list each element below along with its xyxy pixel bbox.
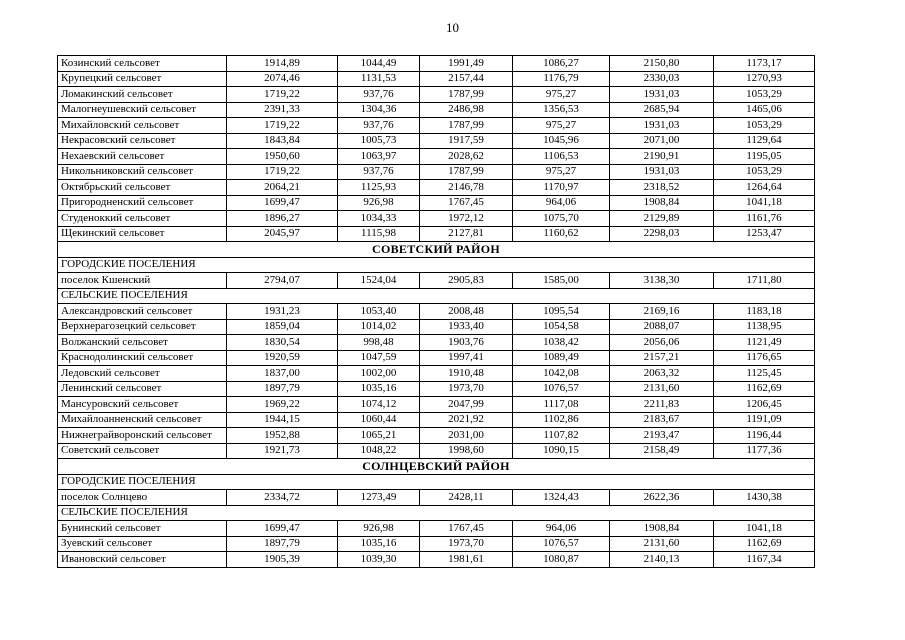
table-row [58, 428, 815, 444]
value-cell: 1253,47 [714, 226, 815, 242]
value-cell: 1014,02 [338, 319, 420, 335]
value-cell: 1044,49 [338, 56, 420, 72]
value-cell: 998,48 [338, 335, 420, 351]
settlement-name: Некрасовский сельсовет [58, 133, 227, 149]
table-row [58, 366, 815, 382]
value-cell: 1162,69 [714, 536, 815, 552]
value-cell: 2391,33 [227, 102, 338, 118]
settlement-name: Михайлоанненский сельсовет [58, 412, 227, 428]
value-cell: 1053,29 [714, 164, 815, 180]
value-cell: 1843,84 [227, 133, 338, 149]
settlement-name: Октябрьский сельсовет [58, 180, 227, 196]
settlement-name: Никольниковский сельсовет [58, 164, 227, 180]
table-body [58, 56, 815, 568]
settlement-name: Студеноккий сельсовет [58, 211, 227, 227]
value-cell: 1304,36 [338, 102, 420, 118]
value-cell: 975,27 [513, 164, 610, 180]
settlement-name: Щекинский сельсовет [58, 226, 227, 242]
district-title: СОЛНЦЕВСКИЙ РАЙОН [58, 459, 815, 475]
table-row [58, 180, 815, 196]
value-cell: 2063,32 [610, 366, 714, 382]
value-cell: 1125,93 [338, 180, 420, 196]
value-cell: 1039,30 [338, 552, 420, 568]
value-cell: 1767,45 [420, 521, 513, 537]
table-row [58, 412, 815, 428]
value-cell: 1920,59 [227, 350, 338, 366]
value-cell: 937,76 [338, 118, 420, 134]
settlement-name: Нижнеграйворонский сельсовет [58, 428, 227, 444]
value-cell: 2140,13 [610, 552, 714, 568]
table-row [58, 304, 815, 320]
value-cell: 1787,99 [420, 118, 513, 134]
table-row [58, 335, 815, 351]
value-cell: 1129,64 [714, 133, 815, 149]
value-cell: 2330,03 [610, 71, 714, 87]
value-cell: 1176,65 [714, 350, 815, 366]
table-row [58, 552, 815, 568]
value-cell: 1191,09 [714, 412, 815, 428]
value-cell: 1206,45 [714, 397, 815, 413]
settlement-name: поселок Кшенский [58, 273, 227, 289]
value-cell: 2211,83 [610, 397, 714, 413]
district-header-row [58, 242, 815, 258]
value-cell: 1430,38 [714, 490, 815, 506]
value-cell: 1047,59 [338, 350, 420, 366]
value-cell: 1042,08 [513, 366, 610, 382]
value-cell: 1973,70 [420, 536, 513, 552]
value-cell: 1719,22 [227, 87, 338, 103]
section-header-row [58, 288, 815, 304]
district-title: СОВЕТСКИЙ РАЙОН [58, 242, 815, 258]
value-cell: 1002,00 [338, 366, 420, 382]
settlement-name: Михайловский сельсовет [58, 118, 227, 134]
settlement-name: Советский сельсовет [58, 443, 227, 459]
page-number: 10 [446, 20, 459, 35]
value-cell: 1991,49 [420, 56, 513, 72]
value-cell: 2131,60 [610, 536, 714, 552]
value-cell: 2008,48 [420, 304, 513, 320]
value-cell: 1859,04 [227, 319, 338, 335]
value-cell: 1060,44 [338, 412, 420, 428]
value-cell: 2622,36 [610, 490, 714, 506]
value-cell: 1917,59 [420, 133, 513, 149]
value-cell: 1972,12 [420, 211, 513, 227]
value-cell: 1074,12 [338, 397, 420, 413]
value-cell: 1183,18 [714, 304, 815, 320]
value-cell: 1041,18 [714, 521, 815, 537]
table-row [58, 195, 815, 211]
value-cell: 964,06 [513, 195, 610, 211]
value-cell: 1905,39 [227, 552, 338, 568]
section-header-row [58, 474, 815, 490]
section-header-row [58, 505, 815, 521]
value-cell: 2127,81 [420, 226, 513, 242]
value-cell: 2150,80 [610, 56, 714, 72]
value-cell: 2334,72 [227, 490, 338, 506]
value-cell: 1950,60 [227, 149, 338, 165]
table-row [58, 102, 815, 118]
section-title: СЕЛЬСКИЕ ПОСЕЛЕНИЯ [58, 505, 815, 521]
value-cell: 1080,87 [513, 552, 610, 568]
value-cell: 2045,97 [227, 226, 338, 242]
value-cell: 1973,70 [420, 381, 513, 397]
value-cell: 1034,33 [338, 211, 420, 227]
settlement-name: Бунинский сельсовет [58, 521, 227, 537]
value-cell: 1125,45 [714, 366, 815, 382]
value-cell: 1053,40 [338, 304, 420, 320]
value-cell: 1908,84 [610, 521, 714, 537]
settlement-name: Крупецкий сельсовет [58, 71, 227, 87]
value-cell: 1121,49 [714, 335, 815, 351]
value-cell: 2169,16 [610, 304, 714, 320]
value-cell: 2088,07 [610, 319, 714, 335]
value-cell: 2028,62 [420, 149, 513, 165]
table-row [58, 71, 815, 87]
table-row [58, 149, 815, 165]
value-cell: 1699,47 [227, 521, 338, 537]
settlement-name: Александровский сельсовет [58, 304, 227, 320]
section-title: СЕЛЬСКИЕ ПОСЕЛЕНИЯ [58, 288, 815, 304]
value-cell: 1176,79 [513, 71, 610, 87]
section-title: ГОРОДСКИЕ ПОСЕЛЕНИЯ [58, 257, 815, 273]
table-row [58, 521, 815, 537]
value-cell: 1837,00 [227, 366, 338, 382]
table-row [58, 226, 815, 242]
value-cell: 1076,57 [513, 381, 610, 397]
value-cell: 2071,00 [610, 133, 714, 149]
value-cell: 975,27 [513, 118, 610, 134]
value-cell: 1173,17 [714, 56, 815, 72]
value-cell: 1089,49 [513, 350, 610, 366]
value-cell: 1830,54 [227, 335, 338, 351]
value-cell: 1910,48 [420, 366, 513, 382]
value-cell: 2905,83 [420, 273, 513, 289]
settlement-name: Краснодолинский сельсовет [58, 350, 227, 366]
value-cell: 2183,67 [610, 412, 714, 428]
settlement-name: Верхнерагозецкий сельсовет [58, 319, 227, 335]
value-cell: 2047,99 [420, 397, 513, 413]
value-cell: 1264,64 [714, 180, 815, 196]
value-cell: 1981,61 [420, 552, 513, 568]
table-row [58, 164, 815, 180]
value-cell: 1767,45 [420, 195, 513, 211]
value-cell: 1931,03 [610, 87, 714, 103]
table-row [58, 536, 815, 552]
value-cell: 1045,96 [513, 133, 610, 149]
value-cell: 2428,11 [420, 490, 513, 506]
value-cell: 2298,03 [610, 226, 714, 242]
value-cell: 1035,16 [338, 536, 420, 552]
value-cell: 1086,27 [513, 56, 610, 72]
value-cell: 2190,91 [610, 149, 714, 165]
value-cell: 1270,93 [714, 71, 815, 87]
value-cell: 2146,78 [420, 180, 513, 196]
value-cell: 1896,27 [227, 211, 338, 227]
value-cell: 1719,22 [227, 164, 338, 180]
value-cell: 2131,60 [610, 381, 714, 397]
value-cell: 1048,22 [338, 443, 420, 459]
value-cell: 1035,16 [338, 381, 420, 397]
table-row [58, 211, 815, 227]
settlement-name: Ломакинский сельсовет [58, 87, 227, 103]
value-cell: 1897,79 [227, 536, 338, 552]
tariff-table [57, 55, 815, 568]
value-cell: 1719,22 [227, 118, 338, 134]
value-cell: 1195,05 [714, 149, 815, 165]
value-cell: 1090,15 [513, 443, 610, 459]
value-cell: 1075,70 [513, 211, 610, 227]
value-cell: 1787,99 [420, 87, 513, 103]
value-cell: 1038,42 [513, 335, 610, 351]
value-cell: 937,76 [338, 87, 420, 103]
value-cell: 1115,98 [338, 226, 420, 242]
settlement-name: Козинский сельсовет [58, 56, 227, 72]
value-cell: 1170,97 [513, 180, 610, 196]
settlement-name: Малогнеушевский сельсовет [58, 102, 227, 118]
value-cell: 1076,57 [513, 536, 610, 552]
settlement-name: Ледовский сельсовет [58, 366, 227, 382]
settlement-name: Нехаевский сельсовет [58, 149, 227, 165]
value-cell: 1161,76 [714, 211, 815, 227]
value-cell: 3138,30 [610, 273, 714, 289]
value-cell: 2486,98 [420, 102, 513, 118]
value-cell: 1933,40 [420, 319, 513, 335]
table-row [58, 350, 815, 366]
section-header-row [58, 257, 815, 273]
value-cell: 1053,29 [714, 87, 815, 103]
value-cell: 2129,89 [610, 211, 714, 227]
settlement-name: Пригородненский сельсовет [58, 195, 227, 211]
value-cell: 1041,18 [714, 195, 815, 211]
value-cell: 2794,07 [227, 273, 338, 289]
value-cell: 1465,06 [714, 102, 815, 118]
value-cell: 1952,88 [227, 428, 338, 444]
value-cell: 2074,46 [227, 71, 338, 87]
table-row [58, 56, 815, 72]
table-row [58, 118, 815, 134]
value-cell: 1005,73 [338, 133, 420, 149]
settlement-name: Волжанский сельсовет [58, 335, 227, 351]
table-row [58, 133, 815, 149]
value-cell: 1914,89 [227, 56, 338, 72]
value-cell: 1699,47 [227, 195, 338, 211]
value-cell: 2158,49 [610, 443, 714, 459]
value-cell: 926,98 [338, 195, 420, 211]
value-cell: 2318,52 [610, 180, 714, 196]
table-row [58, 319, 815, 335]
value-cell: 2064,21 [227, 180, 338, 196]
value-cell: 2056,06 [610, 335, 714, 351]
settlement-name: Ивановский сельсовет [58, 552, 227, 568]
value-cell: 1997,41 [420, 350, 513, 366]
value-cell: 1524,04 [338, 273, 420, 289]
value-cell: 2157,44 [420, 71, 513, 87]
value-cell: 1117,08 [513, 397, 610, 413]
value-cell: 2193,47 [610, 428, 714, 444]
value-cell: 1908,84 [610, 195, 714, 211]
value-cell: 1585,00 [513, 273, 610, 289]
value-cell: 1921,73 [227, 443, 338, 459]
table-row [58, 443, 815, 459]
value-cell: 1787,99 [420, 164, 513, 180]
value-cell: 1054,58 [513, 319, 610, 335]
value-cell: 1063,97 [338, 149, 420, 165]
value-cell: 1356,53 [513, 102, 610, 118]
value-cell: 1903,76 [420, 335, 513, 351]
table-row [58, 273, 815, 289]
value-cell: 1107,82 [513, 428, 610, 444]
value-cell: 1931,03 [610, 164, 714, 180]
value-cell: 2021,92 [420, 412, 513, 428]
value-cell: 1931,23 [227, 304, 338, 320]
value-cell: 926,98 [338, 521, 420, 537]
value-cell: 1196,44 [714, 428, 815, 444]
table-row [58, 397, 815, 413]
value-cell: 1095,54 [513, 304, 610, 320]
value-cell: 1131,53 [338, 71, 420, 87]
value-cell: 1138,95 [714, 319, 815, 335]
value-cell: 937,76 [338, 164, 420, 180]
value-cell: 1931,03 [610, 118, 714, 134]
value-cell: 1897,79 [227, 381, 338, 397]
value-cell: 1177,36 [714, 443, 815, 459]
value-cell: 1167,34 [714, 552, 815, 568]
section-title: ГОРОДСКИЕ ПОСЕЛЕНИЯ [58, 474, 815, 490]
value-cell: 1998,60 [420, 443, 513, 459]
value-cell: 1324,43 [513, 490, 610, 506]
value-cell: 1102,86 [513, 412, 610, 428]
settlement-name: Мансуровский сельсовет [58, 397, 227, 413]
value-cell: 1711,80 [714, 273, 815, 289]
district-header-row [58, 459, 815, 475]
value-cell: 1053,29 [714, 118, 815, 134]
value-cell: 1273,49 [338, 490, 420, 506]
value-cell: 1944,15 [227, 412, 338, 428]
value-cell: 1106,53 [513, 149, 610, 165]
value-cell: 2157,21 [610, 350, 714, 366]
value-cell: 1160,62 [513, 226, 610, 242]
value-cell: 964,06 [513, 521, 610, 537]
value-cell: 1969,22 [227, 397, 338, 413]
value-cell: 2685,94 [610, 102, 714, 118]
table-row [58, 381, 815, 397]
value-cell: 1065,21 [338, 428, 420, 444]
value-cell: 975,27 [513, 87, 610, 103]
table-row [58, 87, 815, 103]
value-cell: 1162,69 [714, 381, 815, 397]
settlement-name: поселок Солнцево [58, 490, 227, 506]
settlement-name: Ленинский сельсовет [58, 381, 227, 397]
table-row [58, 490, 815, 506]
value-cell: 2031,00 [420, 428, 513, 444]
settlement-name: Зуевский сельсовет [58, 536, 227, 552]
